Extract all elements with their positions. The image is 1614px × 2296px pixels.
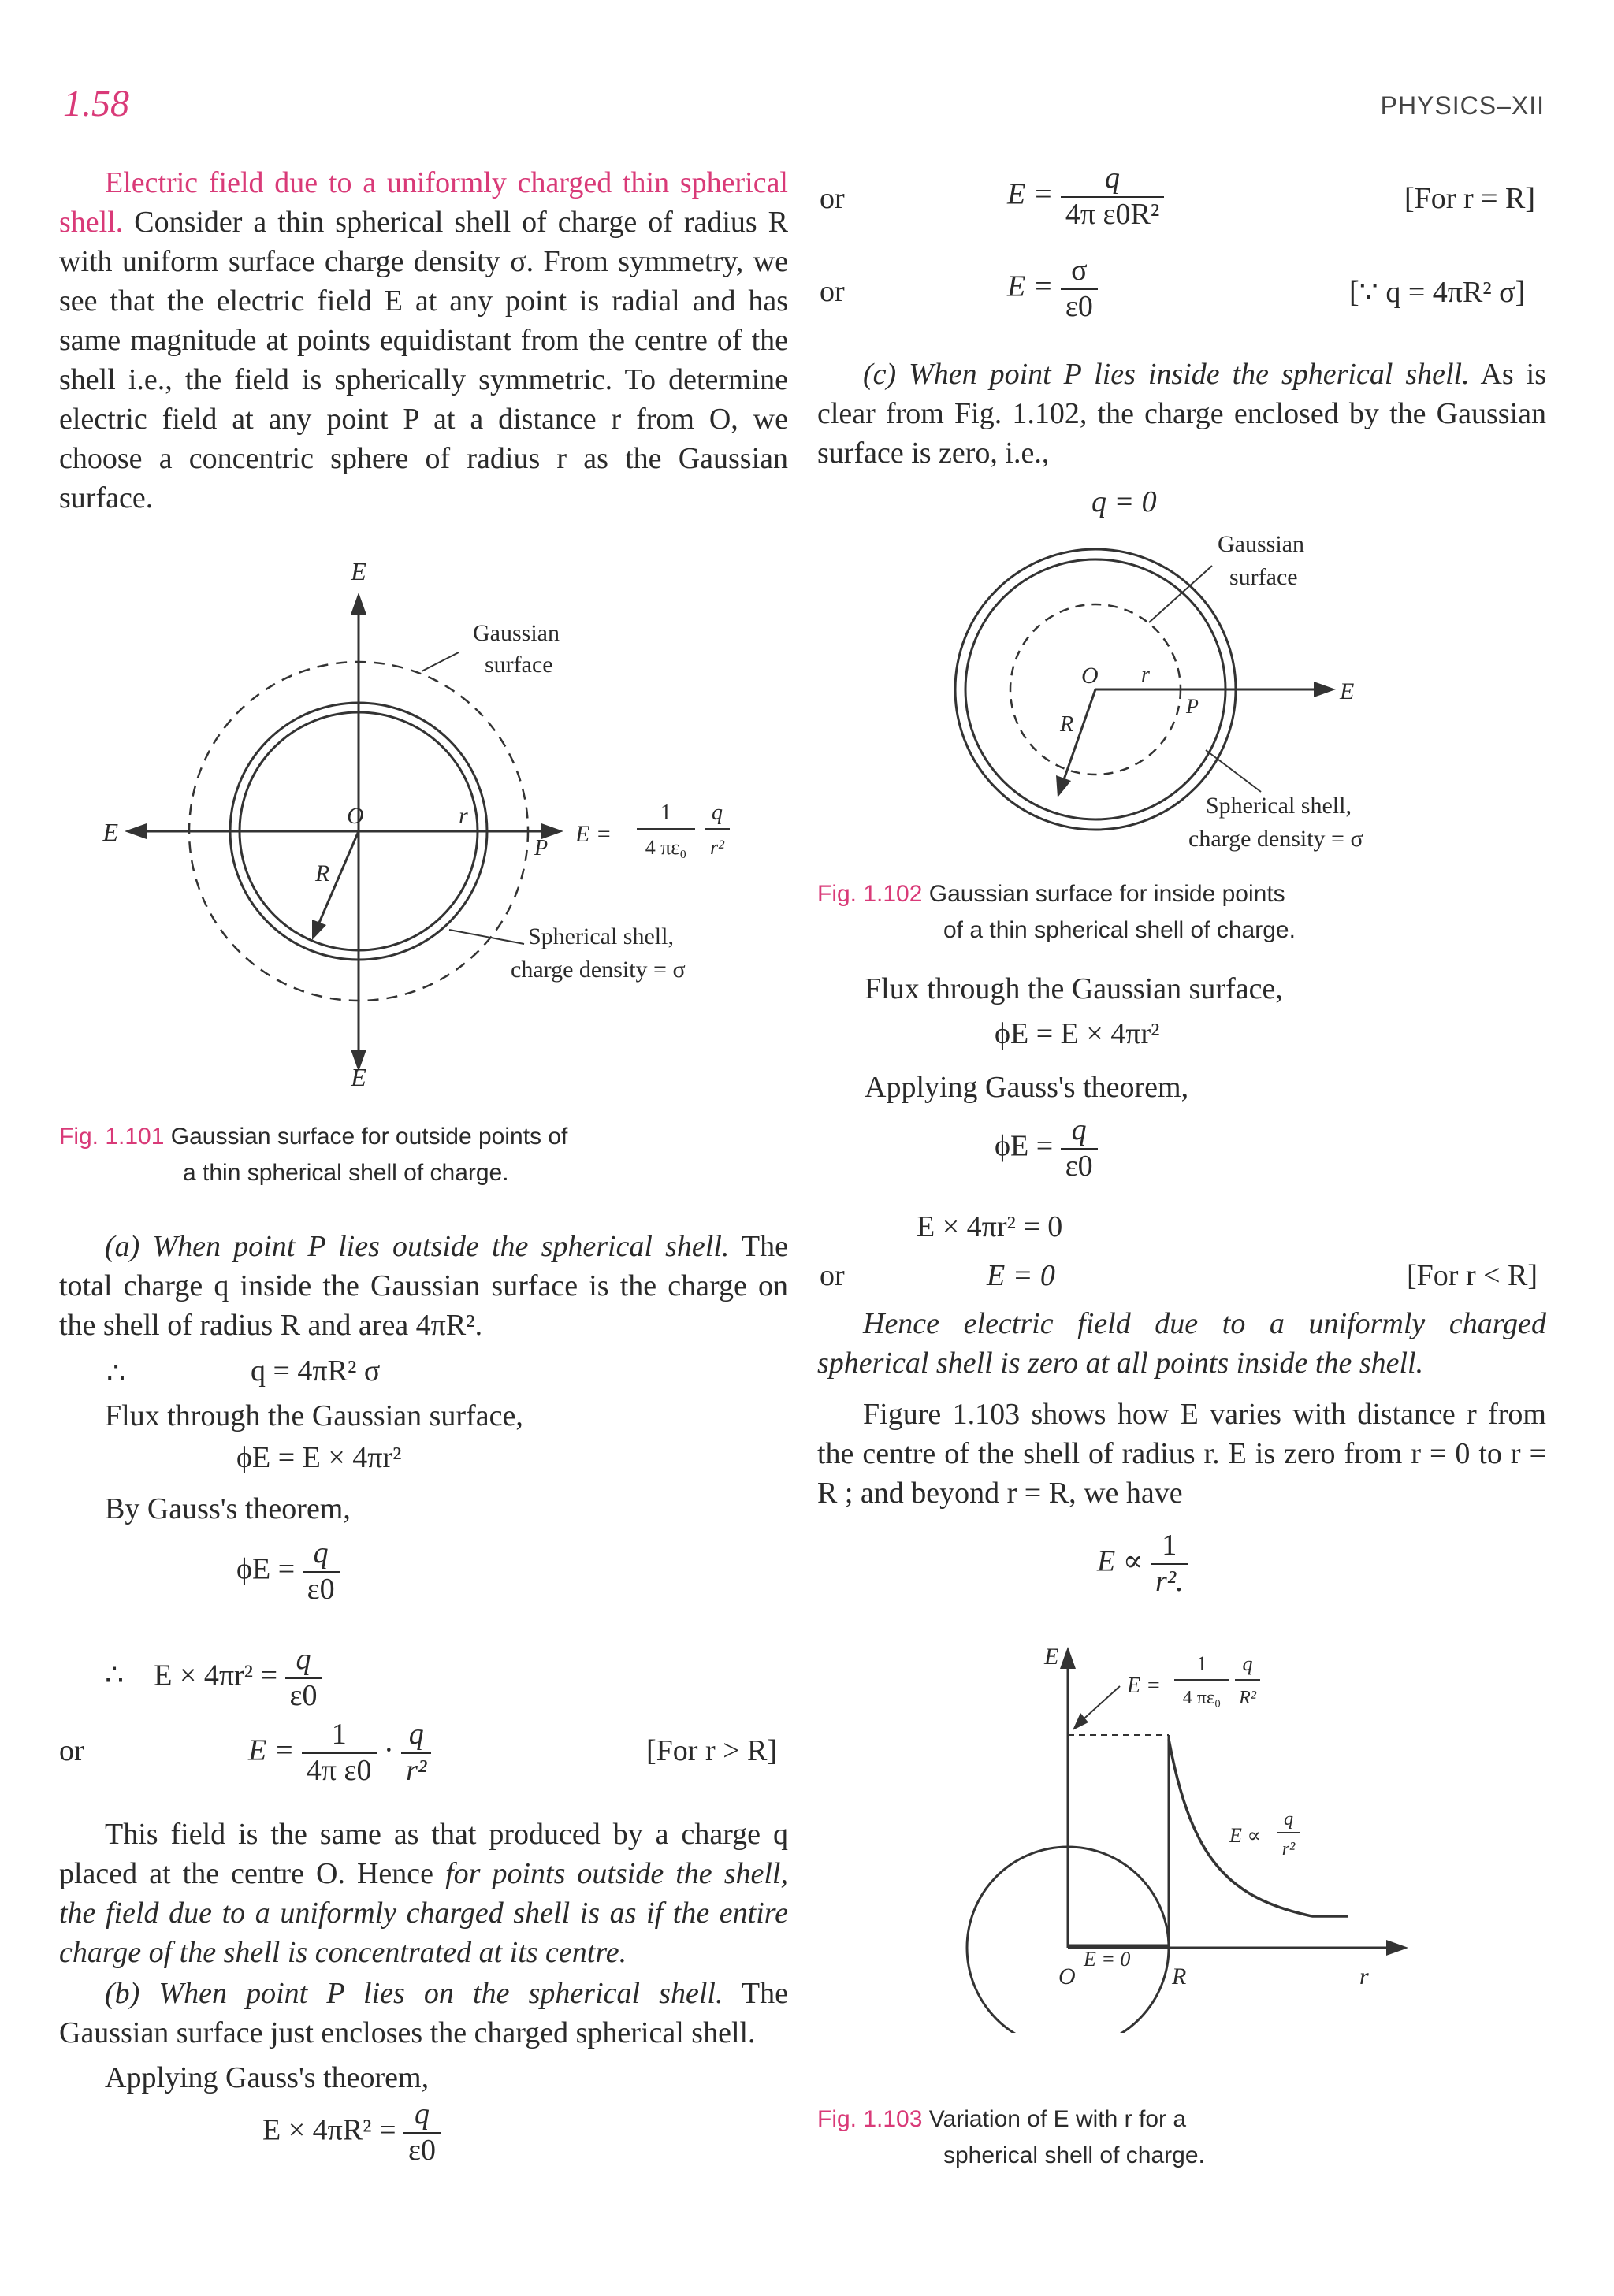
fig102-label-E: E [1340, 678, 1355, 704]
fig103-caption-line1: Variation of E with r for a [928, 2106, 1187, 2132]
fig101-field-lhs: E = [575, 821, 612, 847]
equation-proportional: E ∝ $\frac{1}{\text{r².}}$ [1097, 1529, 1188, 1599]
equation-flux-right: ϕE = E × 4πr² [995, 1017, 1160, 1050]
condition-sigma: [∵ q = 4πR² σ] [1349, 276, 1526, 309]
fig103-prop-num: q [1284, 1809, 1293, 1830]
equation-phi-right: ϕE = $\frac{q}{\varepsilon 0}$ [995, 1113, 1098, 1183]
fig103-top-den1: 4 πε₀ [1182, 1688, 1222, 1708]
equation-final-outside: E = $\frac{1}{\text{4π ε0}}$ · $\frac{q}{\text{r²}}$ [248, 1718, 431, 1788]
fig103-label-E-axis: E [1044, 1644, 1059, 1670]
case-b-title: (b) When point P lies on the spherical shell. [105, 1977, 723, 2010]
fig101-label-shell-1: Spherical shell, [528, 923, 674, 949]
fig-shows-paragraph [817, 1395, 1546, 1513]
fig102-label-shell-2: charge density = σ [1188, 826, 1363, 852]
fig101-caption-number: Fig. 1.101 [59, 1124, 165, 1150]
arrow-left-icon [125, 823, 147, 839]
fig101-label-gaussian-1: Gaussian [473, 620, 560, 646]
fig103-prop-lhs: E ∝ [1229, 1824, 1261, 1847]
fig103-top-num2: q [1242, 1652, 1253, 1675]
same-field-text: This field is the same as that produced by a charge q placed at the centre O. Hence [59, 1818, 788, 1890]
fig101-label-E-top: E [351, 557, 366, 585]
flux-label-left: Flux through the Gaussian surface, [105, 1399, 523, 1432]
hence-text: Hence electric field due to a uniformly charged spherical shell is zero at all points inside the shell. [817, 1307, 1546, 1380]
same-field-paragraph [59, 1815, 788, 1972]
by-gauss-label: By Gauss's theorem, [105, 1492, 351, 1525]
section-heading: Electric field due to a uniformly charged thin spherical shell. [59, 166, 788, 239]
fig102-label-gaussian-1: Gaussian [1218, 531, 1304, 557]
equation-phi-left: ϕE = $\frac{q}{\varepsilon 0}$ [236, 1536, 340, 1607]
equation-q-zero: q = 0 [1091, 485, 1157, 518]
flux-label-right: Flux through the Gaussian surface, [865, 972, 1283, 1005]
fig102-caption-line1: Gaussian surface for inside points [928, 881, 1285, 907]
or-label-right-2: or [820, 275, 845, 308]
equation-q-charge: q = 4πR² σ [251, 1354, 381, 1388]
fig103-top-num1: 1 [1196, 1652, 1207, 1675]
figure-1-103 [965, 1631, 1422, 2033]
fig102-label-R: R [1060, 712, 1074, 737]
equation-E-zero: E = 0 [987, 1259, 1055, 1292]
fig103-label-E-zero: E = 0 [1084, 1948, 1131, 1971]
case-a-title: (a) When point P lies outside the spherical shell. [105, 1230, 730, 1263]
fig101-label-R: R [315, 860, 330, 886]
figure-1-101 [102, 552, 749, 1087]
equation-on-shell: E = $\frac{q}{\text{4π ε0R²}}$ [1007, 162, 1164, 232]
fig101-label-P: P [534, 836, 549, 860]
fig102-caption-number: Fig. 1.102 [817, 881, 923, 907]
fig102-caption [817, 876, 1296, 949]
fig102-label-gaussian-2: surface [1229, 564, 1298, 590]
fig103-top-den2: R² [1239, 1688, 1256, 1708]
equation-zero: E × 4πr² = 0 [917, 1210, 1063, 1243]
same-field-conclusion: for points outside the shell, the field due to a uniformly charged shell is as if the entire charge of the shell is concentrated at its centre. [59, 1857, 788, 1969]
fig101-caption [59, 1119, 567, 1191]
fig103-caption [817, 2101, 1205, 2174]
fig103-label-r-axis: r [1359, 1963, 1369, 1989]
fig101-label-E-bottom: E [351, 1063, 366, 1087]
case-c-title: (c) When point P lies inside the spherical shell. [863, 358, 1470, 391]
fig102-label-P: P [1186, 695, 1199, 718]
fig102-caption-line2: of a thin spherical shell of charge. [943, 917, 1296, 943]
or-label-left: or [59, 1734, 84, 1767]
hence-paragraph [817, 1304, 1546, 1383]
fig101-field-den1: 4 πε₀ [645, 836, 687, 859]
fig101-caption-line1: Gaussian surface for outside points of [170, 1124, 568, 1150]
fig102-label-O: O [1081, 663, 1099, 689]
fig101-label-shell-2: charge density = σ [511, 957, 686, 983]
fig101-caption-line2: a thin spherical shell of charge. [183, 1160, 509, 1186]
page-number: 1.58 [63, 83, 129, 124]
intro-text: Consider a thin spherical shell of charge of radius R with uniform surface charge density σ. From symmetry, we see that the electric field E at any point is radial and has same magnitude at points equidistant from the centre of the shell i.e., the field is spherically symmetric. To determine electric field at any point P at a distance r from O, we choose a concentric sphere of radius r as the Gaussian surface. [59, 206, 788, 515]
case-b-paragraph [59, 1974, 788, 2053]
case-a-text: The total charge q inside the Gaussian surface is the charge on the shell of radius R and area 4πR². [59, 1230, 788, 1342]
fig101-label-gaussian-2: surface [485, 652, 553, 678]
case-b-text: The Gaussian surface just encloses the charged spherical shell. [59, 1977, 788, 2049]
or-label-right-3: or [820, 1259, 845, 1292]
arrow-right-icon [1314, 682, 1336, 697]
or-label-right-1: or [820, 182, 845, 215]
intro-paragraph [59, 163, 788, 518]
fig103-top-lhs: E = [1127, 1674, 1161, 1698]
arrow-right-icon [1386, 1940, 1408, 1956]
fig102-label-shell-1: Spherical shell, [1206, 793, 1352, 819]
fig103-label-R: R [1172, 1963, 1187, 1989]
fig101-field-num2: q [712, 801, 723, 825]
fig103-label-O: O [1058, 1963, 1076, 1989]
fig103-caption-line2: spherical shell of charge. [943, 2142, 1205, 2168]
case-a-paragraph [59, 1227, 788, 1345]
condition-outside: [For r > R] [646, 1734, 778, 1767]
equation-flux-left: ϕE = E × 4πr² [236, 1441, 402, 1474]
fig101-field-den2: r² [710, 836, 724, 859]
therefore-symbol: ∴ [106, 1357, 126, 1390]
fig101-label-O: O [347, 803, 364, 829]
condition-inside: [For r < R] [1407, 1259, 1538, 1292]
applying-gauss-right: Applying Gauss's theorem, [865, 1071, 1189, 1104]
fig102-label-r: r [1141, 663, 1150, 687]
fig103-prop-den: r² [1281, 1839, 1296, 1859]
fig-shows-text: Figure 1.103 shows how E varies with distance r from the centre of the shell of radius r. E is zero from r = 0 to r = R ; and beyond r = R, we have [817, 1398, 1546, 1510]
case-c-text: As is clear from Fig. 1.102, the charge enclosed by the Gaussian surface is zero, i.e., [817, 358, 1546, 470]
fig101-label-r: r [459, 803, 468, 829]
fig103-caption-number: Fig. 1.103 [817, 2106, 923, 2132]
fig101-field-num1: 1 [660, 801, 671, 825]
equation-sigma: E = $\frac{\sigma}{\varepsilon 0}$ [1007, 254, 1098, 324]
arrow-up-icon [1060, 1647, 1076, 1669]
fig101-label-E-left: E [102, 818, 118, 846]
book-title: PHYSICS–XII [1380, 91, 1545, 120]
equation-case-a: ∴ E × 4πr² = $\frac{q}{\varepsilon 0}$ [105, 1643, 322, 1713]
arrow-up-icon [351, 593, 366, 615]
figure-1-102 [946, 520, 1434, 867]
condition-on-shell: [For r = R] [1404, 182, 1536, 215]
case-c-paragraph [817, 355, 1546, 473]
equation-case-b: E × 4πR² = $\frac{q}{\varepsilon 0}$ [262, 2097, 441, 2168]
applying-gauss-left: Applying Gauss's theorem, [105, 2061, 430, 2094]
